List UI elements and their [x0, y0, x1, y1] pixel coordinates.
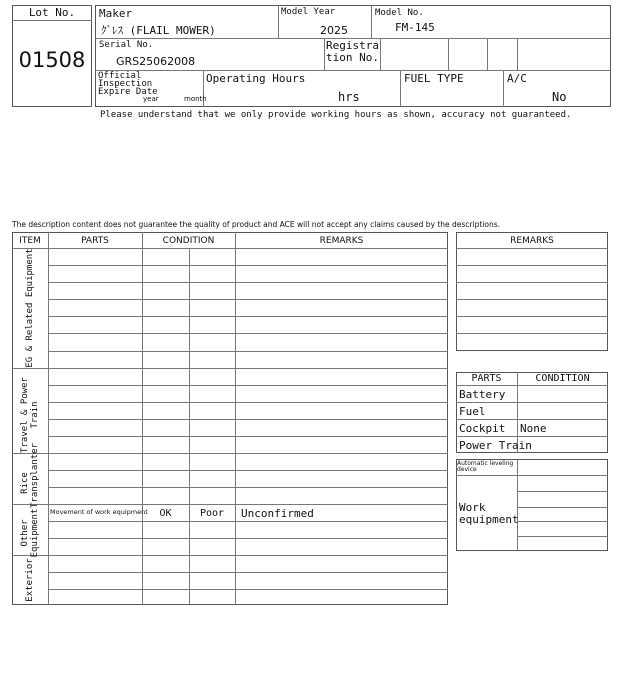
col-item-header: ITEM [19, 236, 41, 246]
month-label: month [184, 95, 207, 103]
work-equipment-label: Work equipment [459, 501, 519, 526]
inspection-label: Official Inspection Expire Date [98, 71, 158, 97]
model-year-label: Model Year [281, 7, 336, 17]
hours-unit: hrs [338, 90, 360, 104]
section-other-label: Other Equipment [20, 508, 40, 558]
right-remarks-header: REMARKS [510, 236, 554, 246]
year-label: year [143, 95, 159, 103]
maker-value: ｸﾞﾚｽ (FLAIL MOWER) [101, 24, 216, 37]
lot-label: Lot No. [28, 6, 76, 19]
section-eg-label: EG & Related Equipment [25, 248, 35, 368]
right-col-condition: CONDITION [535, 373, 590, 384]
model-no-value: FM-145 [395, 21, 435, 34]
fuel-label: FUEL TYPE [404, 72, 464, 85]
section-rice-label: Rice Transplanter [20, 442, 40, 508]
right-col-parts: PARTS [471, 373, 502, 384]
cockpit-condition: None [520, 422, 547, 435]
condition-ok: OK [159, 508, 172, 519]
condition-poor: Poor [199, 508, 225, 519]
leveling-device-label: Automatic leveling device [457, 460, 514, 473]
remark-unconfirmed: Unconfirmed [241, 507, 314, 520]
serial-value: GRS25062008 [116, 55, 196, 68]
hours-label: Operating Hours [206, 72, 306, 85]
model-year-value: 2025 [320, 24, 348, 37]
part-cockpit: Cockpit [459, 422, 506, 435]
col-remarks-header: REMARKS [319, 236, 364, 246]
ac-label: A/C [507, 72, 527, 85]
part-power-train: Power Train [459, 439, 532, 452]
section-exterior-label: Exterior [25, 558, 35, 602]
disclaimer-text: The description content does not guarantee the quality of product and ACE will not accept any claims caused by the descriptions. [12, 220, 501, 229]
part-fuel: Fuel [459, 405, 486, 418]
work-movement-part: Movement of work equipment [50, 508, 148, 516]
section-travel-label: Travel & Power Train [20, 377, 40, 453]
ac-value: No [552, 90, 567, 104]
col-parts-header: PARTS [81, 236, 109, 246]
serial-label: Serial No. [99, 40, 154, 50]
part-battery: Battery [459, 388, 506, 401]
maker-label: Maker [99, 7, 133, 20]
hours-notice: Please understand that we only provide working hours as shown, accuracy not guaranteed. [100, 110, 572, 120]
col-condition-header: CONDITION [162, 236, 215, 246]
model-no-label: Model No. [375, 8, 424, 18]
lot-number: 01508 [18, 48, 86, 72]
registration-label: Registration No. [326, 39, 379, 64]
